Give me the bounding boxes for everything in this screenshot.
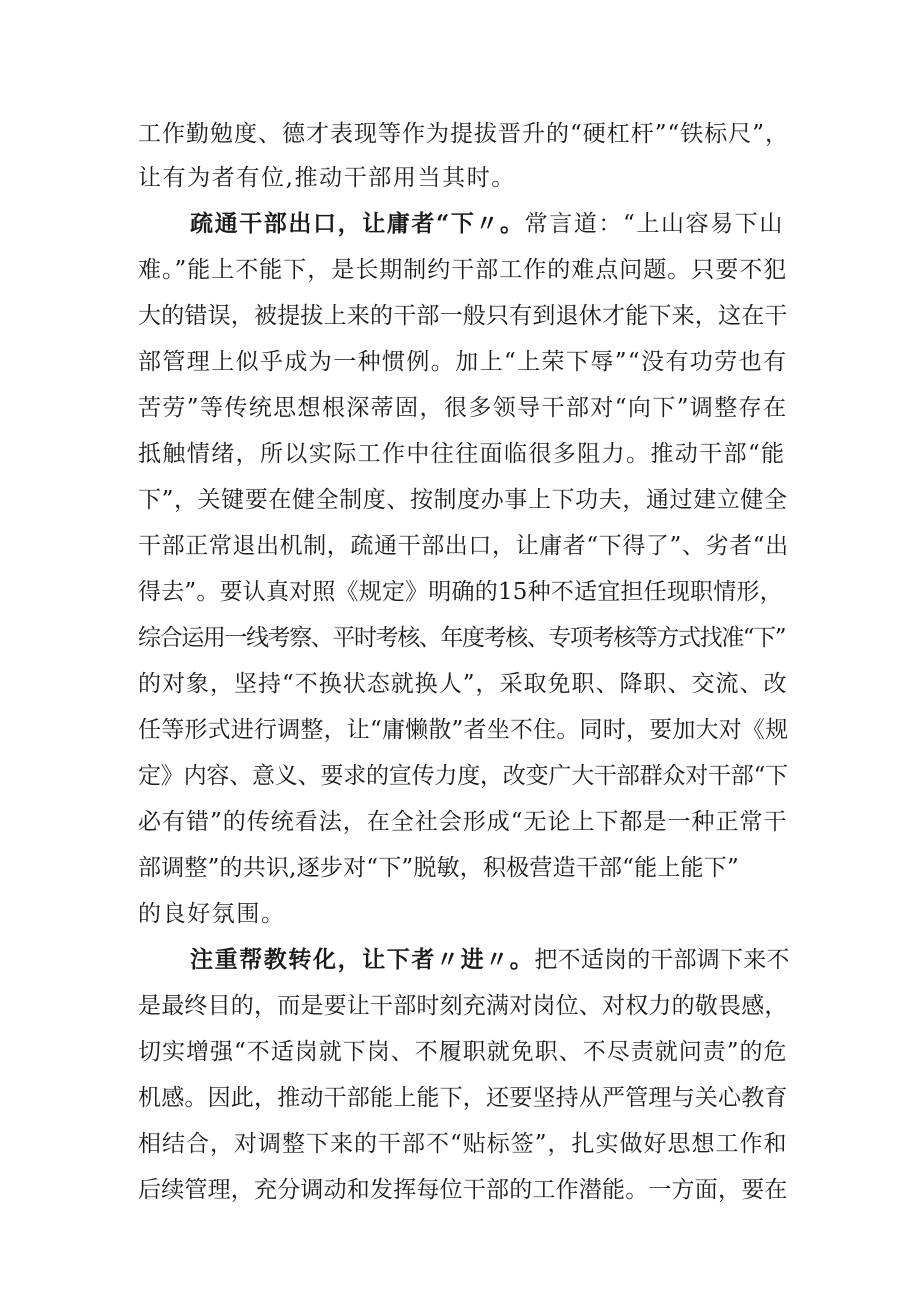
- section1-line: 干部正常退出机制，疏通干部出口，让庸者“下得了”、劣者“出: [138, 533, 789, 559]
- section1-line: 大的错误，被提拔上来的干部一般只有到退休才能下来，这在干: [138, 303, 788, 329]
- section2-first-line-text: 把不适岗的干部调下来不: [534, 947, 790, 973]
- section1-line: 综合运用一线考察、平时考核、年度考核、专项考核等方式找准“下”: [138, 625, 786, 651]
- section1-line: 部调整”的共识,逐步对“下”脱敏，积极营造干部“能上能下”: [138, 855, 739, 881]
- section1-line: 必有错”的传统看法，在全社会形成“无论上下都是一种正常干: [138, 809, 788, 835]
- section1-line: 的对象，坚持“不换状态就换人”，采取免职、降职、交流、改: [138, 671, 788, 697]
- section1-first-line: [190, 208, 784, 240]
- section1-line: 苦劳”等传统思想根深蒂固，很多领导干部对“向下”调整存在: [138, 395, 788, 421]
- section1-line: 部管理上似乎成为一种惯例。加上“上荣下辱”“没有功劳也有: [138, 349, 788, 375]
- section1-line: 定》内容、意义、要求的宣传力度，改变广大干部群众对干部“下: [138, 763, 788, 789]
- section1-line: 得去”。要认真对照《规定》明确的15种不适宜担任现职情形，: [138, 579, 783, 605]
- section1-first-line-text: 常言道：“上山容易下山: [524, 211, 784, 237]
- section1-line: 的良好氛围。: [138, 901, 286, 927]
- section2-line: 切实增强“不适岗就下岗、不履职就免职、不尽责就问责”的危: [138, 1039, 788, 1065]
- intro-line-2: 让有为者有位,推动干部用当其时。: [138, 165, 516, 191]
- section2-first-line: [190, 944, 790, 976]
- section2-line: 相结合，对调整下来的干部不“贴标签”，扎实做好思想工作和: [138, 1131, 788, 1157]
- section2-line: 后续管理，充分调动和发挥每位干部的工作潜能。一方面，要在: [138, 1177, 788, 1203]
- section2-line: 机感。因此，推动干部能上能下，还要坚持从严管理与关心教育: [138, 1085, 788, 1111]
- section1-line: 抵触情绪，所以实际工作中往往面临很多阻力。推动干部“能: [138, 441, 786, 467]
- section1-line: 难。”能上不能下，是长期制约干部工作的难点问题。只要不犯: [138, 257, 788, 283]
- section2-line: 是最终目的，而是要让干部时刻充满对岗位、对权力的敬畏感，: [138, 993, 788, 1019]
- section1-line: 下”，关键要在健全制度、按制度办事上下功夫，通过建立健全: [138, 487, 788, 513]
- section2-heading: 注重帮教转化，让下者〃进〃。: [190, 946, 535, 973]
- section1-line: 任等形式进行调整，让“庸懒散”者坐不住。同时，要加大对《规: [138, 717, 789, 743]
- section1-heading: 疏通干部出口，让庸者“下〃。: [190, 210, 525, 237]
- intro-line-1: 工作勤勉度、德才表现等作为提拔晋升的“硬杠杆”“铁标尺”，: [138, 121, 790, 147]
